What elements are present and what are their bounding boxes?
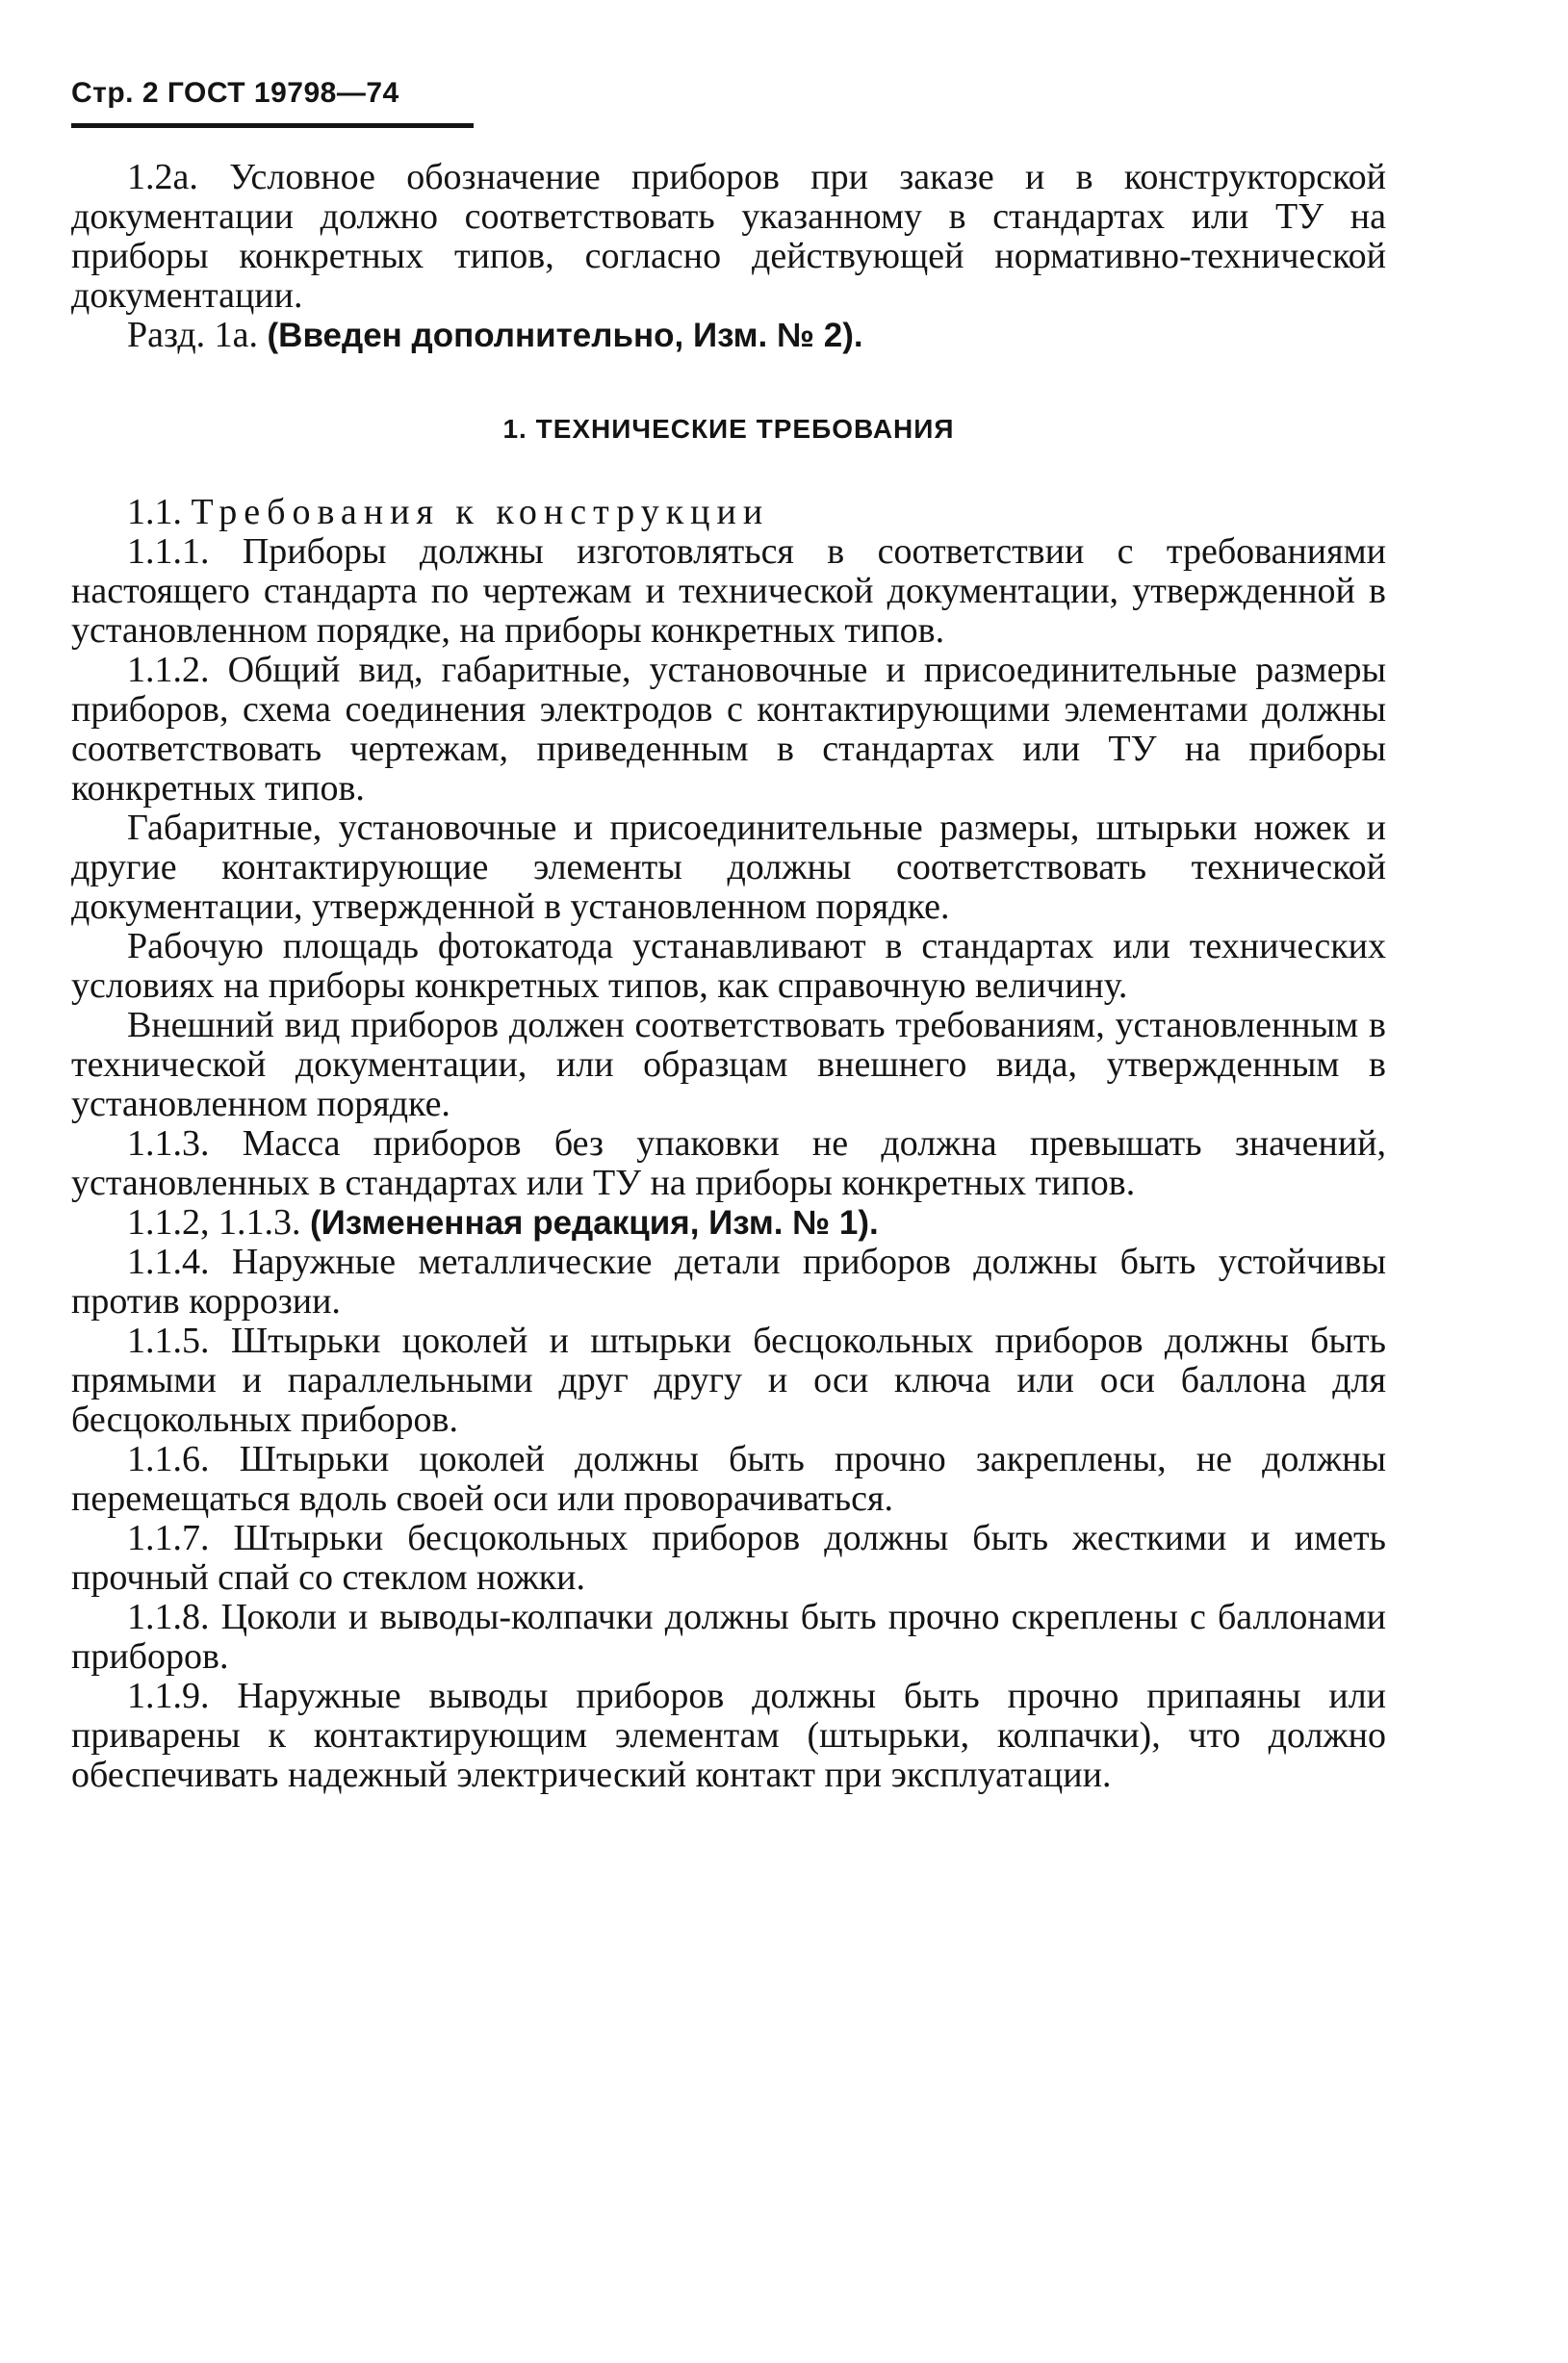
paragraph-1-1-9: 1.1.9. Наружные выводы приборов должны быть прочно припаяны или приварены к контактирующим элементам (штырьки, колпачки), что должно обеспечивать надежный электрический контакт при эксплуатации. bbox=[71, 1676, 1386, 1795]
document-body bbox=[71, 158, 1386, 1795]
standard-number: ГОСТ 19798—74 bbox=[167, 77, 399, 109]
paragraph-1-1-7: 1.1.7. Штырьки бесцокольных приборов должны быть жесткими и иметь прочный спай со стеклом ножки. bbox=[71, 1518, 1386, 1598]
paragraph-1-1-2: 1.1.2. Общий вид, габаритные, установочные и присоединительные размеры приборов, схема соединения электродов с контактирующими элементами должны соответствовать чертежам, приведенным в стандартах или ТУ на приборы конкретных типов. bbox=[71, 650, 1386, 809]
paragraph-appearance: Внешний вид приборов должен соответствовать требованиям, установленным в технической документации, или образцам внешнего вида, утвержденным в установленном порядке. bbox=[71, 1005, 1386, 1124]
izm-note-bold: (Измененная редакция, Изм. № 1). bbox=[310, 1204, 879, 1242]
paragraph-1-1-8: 1.1.8. Цоколи и выводы-колпачки должны быть прочно скреплены с баллонами приборов. bbox=[71, 1597, 1386, 1677]
subsection-title: Требования к конструкции bbox=[191, 492, 770, 532]
izm-note-prefix: 1.1.2, 1.1.3. bbox=[127, 1202, 310, 1243]
paragraph-1-1-5: 1.1.5. Штырьки цоколей и штырьки бесцокольных приборов должны быть прямыми и параллельными друг другу и оси ключа или оси баллона для бесцокольных приборов. bbox=[71, 1321, 1386, 1440]
subsection-heading bbox=[71, 493, 1386, 532]
razd-note-prefix: Разд. 1а. bbox=[127, 315, 268, 355]
razd-note bbox=[71, 316, 1386, 355]
izm-note bbox=[71, 1203, 1386, 1243]
page-label: Стр. 2 bbox=[71, 77, 160, 109]
paragraph-dimensions: Габаритные, установочные и присоединительные размеры, штырьки ножек и другие контактирующие элементы должны соответствовать технической документации, утвержденной в установленном порядке. bbox=[71, 808, 1386, 927]
paragraph-1-1-6: 1.1.6. Штырьки цоколей должны быть прочно закреплены, не должны перемещаться вдоль своей оси или проворачиваться. bbox=[71, 1439, 1386, 1519]
page-header bbox=[71, 77, 399, 110]
razd-note-bold: (Введен дополнительно, Изм. № 2). bbox=[267, 317, 863, 354]
header-rule bbox=[71, 123, 474, 128]
paragraph-1-2a: 1.2а. Условное обозначение приборов при заказе и в конструкторской документации должно соответствовать указанному в стандартах или ТУ на приборы конкретных типов, согласно действующей нормативно-технической документации. bbox=[71, 157, 1386, 316]
paragraph-1-1-4: 1.1.4. Наружные металлические детали приборов должны быть устойчивы против коррозии. bbox=[71, 1242, 1386, 1322]
subsection-number: 1.1. bbox=[127, 492, 192, 532]
section-title: 1. ТЕХНИЧЕСКИЕ ТРЕБОВАНИЯ bbox=[502, 414, 955, 444]
paragraph-photocathode: Рабочую площадь фотокатода устанавливают в стандартах или технических условиях на приборы конкретных типов, как справочную величину. bbox=[71, 926, 1386, 1006]
paragraph-1-1-3: 1.1.3. Масса приборов без упаковки не должна превышать значений, установленных в стандартах или ТУ на приборы конкретных типов. bbox=[71, 1123, 1386, 1203]
paragraph-1-1-1: 1.1.1. Приборы должны изготовляться в соответствии с требованиями настоящего стандарта по чертежам и технической документации, утвержденной в установленном порядке, на приборы конкретных типов. bbox=[71, 531, 1386, 651]
